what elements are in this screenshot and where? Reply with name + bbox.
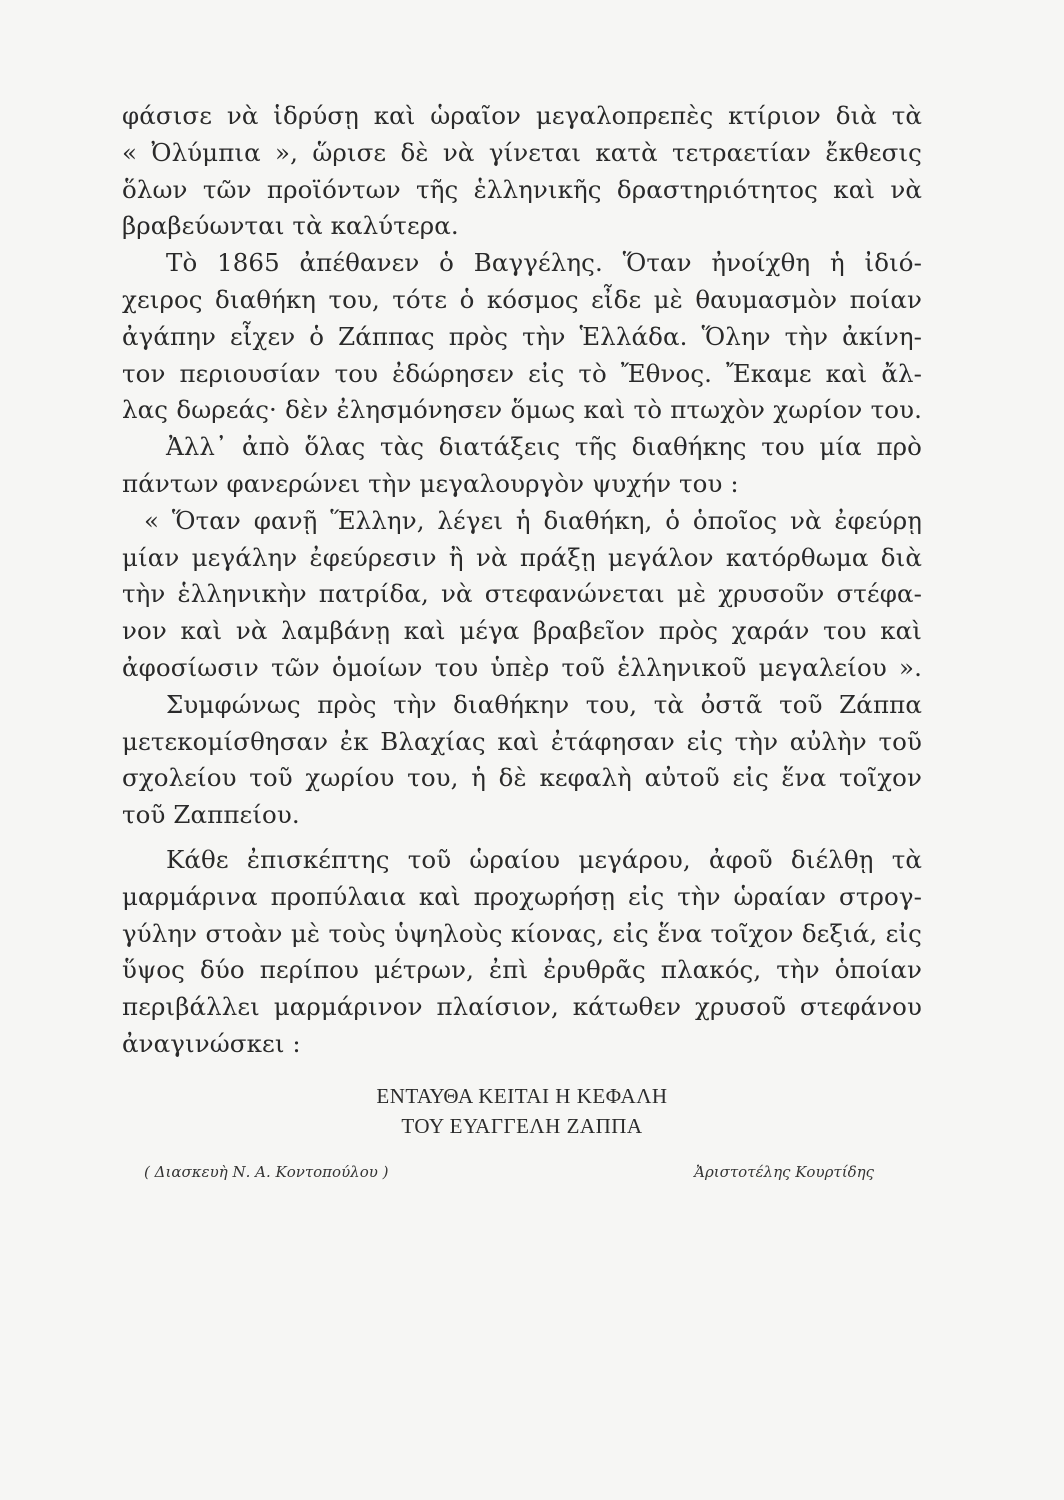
paragraph-6 bbox=[122, 842, 922, 1063]
text-line: γύλην στοὰν μὲ τοὺς ὑψηλοὺς κίονας, εἰς ἕνα τοῖχον δεξιά, εἰς bbox=[122, 918, 922, 948]
text-line: Ἀλλ᾽ ἀπὸ ὅλας τὰς διατάξεις τῆς διαθήκης του μία πρὸ bbox=[166, 432, 922, 462]
text-line: τὴν ἑλληνικὴν πατρίδα, νὰ στεφανώνεται μὲ χρυσοῦν στέφα- bbox=[122, 579, 922, 609]
text-line: χειρος διαθήκη του, τότε ὁ κόσμος εἶδε μὲ θαυμασμὸν ποίαν bbox=[122, 284, 922, 314]
text-line: « Ὀλύμπια », ὥρισε δὲ νὰ γίνεται κατὰ τετραετίαν ἔκθεσις bbox=[122, 137, 922, 167]
text-line: νον καὶ νὰ λαμβάνῃ καὶ μέγα βραβεῖον πρὸς χαράν του καὶ bbox=[122, 616, 922, 646]
text-line: τοῦ Ζαππείου. bbox=[122, 800, 300, 830]
paragraph-5 bbox=[122, 687, 922, 834]
text-line: ἀγάπην εἶχεν ὁ Ζάππας πρὸς τὴν Ἑλλάδα. Ὅλην τὴν ἀκίνη- bbox=[122, 321, 922, 351]
text-line: βραβεύωνται τὰ καλύτερα. bbox=[122, 211, 459, 241]
adaptation-credit: ( Διασκευὴ Ν. Α. Κοντοπούλου ) bbox=[144, 1162, 389, 1181]
inscription-line-1: ΕΝΤΑΥΘΑ ΚΕΙΤΑΙ Η ΚΕΦΑΛΗ bbox=[376, 1083, 668, 1108]
text-line: ἀναγινώσκει : bbox=[122, 1028, 301, 1058]
text-line: Τὸ 1865 ἀπέθανεν ὁ Βαγγέλης. Ὅταν ἠνοίχθη ἡ ἰδιό- bbox=[166, 248, 922, 278]
text-line: ὅλων τῶν προϊόντων τῆς ἑλληνικῆς δραστηριότητος καὶ νὰ bbox=[122, 174, 922, 204]
text-line: σχολείου τοῦ χωρίου του, ἡ δὲ κεφαλὴ αὐτοῦ εἰς ἕνα τοῖχον bbox=[122, 763, 922, 793]
text-line: περιβάλλει μαρμάρινον πλαίσιον, κάτωθεν χρυσοῦ στεφάνου bbox=[122, 992, 922, 1022]
footer bbox=[122, 1163, 922, 1181]
paragraph-gap bbox=[122, 834, 922, 842]
text-line: μαρμάρινα προπύλαια καὶ προχωρήσῃ εἰς τὴν ὡραίαν στρογ- bbox=[122, 881, 922, 911]
text-line: πάντων φανερώνει τὴν μεγαλουργὸν ψυχήν του : bbox=[122, 468, 739, 498]
inscription bbox=[122, 1081, 922, 1141]
text-line: φάσισε νὰ ἱδρύσῃ καὶ ὡραῖον μεγαλοπρεπὲς κτίριον διὰ τὰ bbox=[122, 101, 922, 130]
text-line: Κάθε ἐπισκέπτης τοῦ ὡραίου μεγάρου, ἀφοῦ διέλθῃ τὰ bbox=[166, 844, 922, 874]
paragraph-1 bbox=[122, 98, 922, 245]
text-line: ὕψος δύο περίπου μέτρων, ἐπὶ ἐρυθρᾶς πλακός, τὴν ὁποίαν bbox=[122, 955, 922, 985]
text-line: Συμφώνως πρὸς τὴν διαθήκην του, τὰ ὀστᾶ τοῦ Ζάππα bbox=[166, 689, 922, 719]
author-credit: Ἀριστοτέλης Κουρτίδης bbox=[694, 1162, 874, 1181]
text-line: λας δωρεάς· δὲν ἐλησμόνησεν ὅμως καὶ τὸ πτωχὸν χωρίον του. bbox=[122, 395, 922, 425]
text-line: μίαν μεγάλην ἐφεύρεσιν ἢ νὰ πράξῃ μεγάλον κατόρθωμα διὰ bbox=[122, 542, 922, 572]
text-line: μετεκομίσθησαν ἐκ Βλαχίας καὶ ἐτάφησαν εἰς τὴν αὐλὴν τοῦ bbox=[122, 726, 922, 756]
inscription-line-2: ΤΟΥ ΕΥΑΓΓΕΛΗ ΖΑΠΠΑ bbox=[401, 1113, 643, 1138]
paragraph-3 bbox=[122, 429, 922, 503]
paragraph-2 bbox=[122, 245, 922, 429]
text-line: τον περιουσίαν του ἐδώρησεν εἰς τὸ Ἔθνος. Ἔκαμε καὶ ἄλ- bbox=[122, 358, 922, 388]
quote-paragraph bbox=[122, 503, 922, 687]
text-line: ἀφοσίωσιν τῶν ὁμοίων του ὑπὲρ τοῦ ἑλληνικοῦ μεγαλείου ». bbox=[122, 652, 922, 682]
document-page bbox=[122, 98, 922, 1181]
text-line: « Ὅταν φανῇ Ἕλλην, λέγει ἡ διαθήκη, ὁ ὁποῖος νὰ ἐφεύρῃ bbox=[144, 505, 922, 535]
